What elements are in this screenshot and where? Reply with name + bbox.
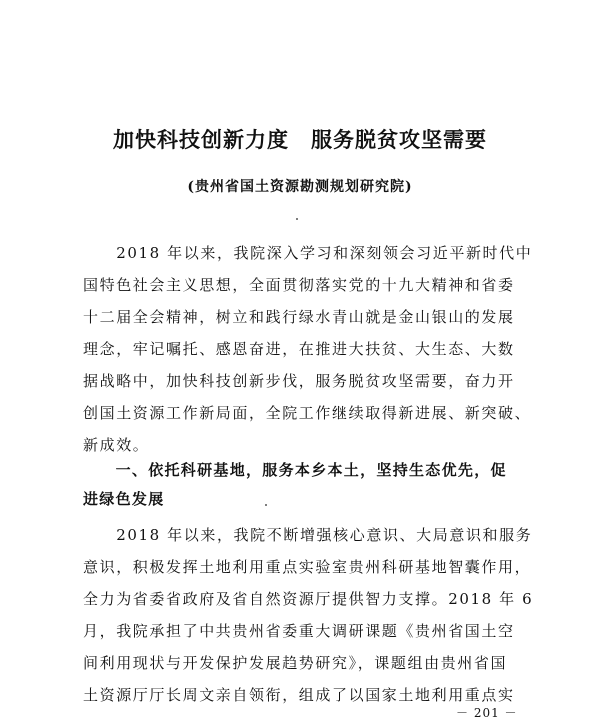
author-affiliation: (贵州省国土资源勘测规划研究院) — [187, 179, 413, 195]
page-number: － 201 － — [456, 706, 518, 720]
paragraph-line: 2018 年以来，我院不断增强核心意识、大局意识和服务 — [83, 526, 533, 544]
paragraph-line: 新成效。 — [83, 436, 150, 454]
section-heading: 一、依托科研基地，服务本乡本土，坚持生态优先，促 — [83, 461, 507, 479]
scan-speck — [265, 504, 267, 506]
paragraph-line: 据战略中，加快科技创新步伐，服务脱贫攻坚需要，奋力开 — [83, 372, 515, 390]
paragraph-line: 国特色社会主义思想，全面贯彻落实党的十九大精神和省委 — [83, 276, 515, 294]
paragraph-line: 创国土资源工作新局面，全院工作继续取得新进展、新突破、 — [83, 404, 532, 422]
paragraph-line: 十二届全会精神，树立和践行绿水青山就是金山银山的发展 — [83, 308, 515, 326]
scan-speck — [296, 218, 298, 220]
section-heading: 进绿色发展 — [83, 490, 165, 508]
document-title: 加快科技创新力度 服务脱贫攻坚需要 — [113, 127, 487, 152]
paragraph-line: 2018 年以来，我院深入学习和深刻领会习近平新时代中 — [83, 244, 533, 262]
paragraph-line: 意识，积极发挥土地利用重点实验室贵州科研基地智囊作用， — [83, 558, 532, 576]
paragraph-line: 理念，牢记嘱托、感恩奋进，在推进大扶贫、大生态、大数 — [83, 340, 515, 358]
paragraph-line: 土资源厅厅长周文亲自领衔，组成了以国家土地利用重点实 — [83, 686, 515, 704]
paragraph-line: 间利用现状与开发保护发展趋势研究》，课题组由贵州省国 — [83, 654, 508, 672]
paragraph-line: 全力为省委省政府及省自然资源厅提供智力支撑。2018 年 6 — [83, 590, 534, 608]
paragraph-line: 月，我院承担了中共贵州省委重大调研课题《贵州省国土空 — [83, 622, 515, 640]
